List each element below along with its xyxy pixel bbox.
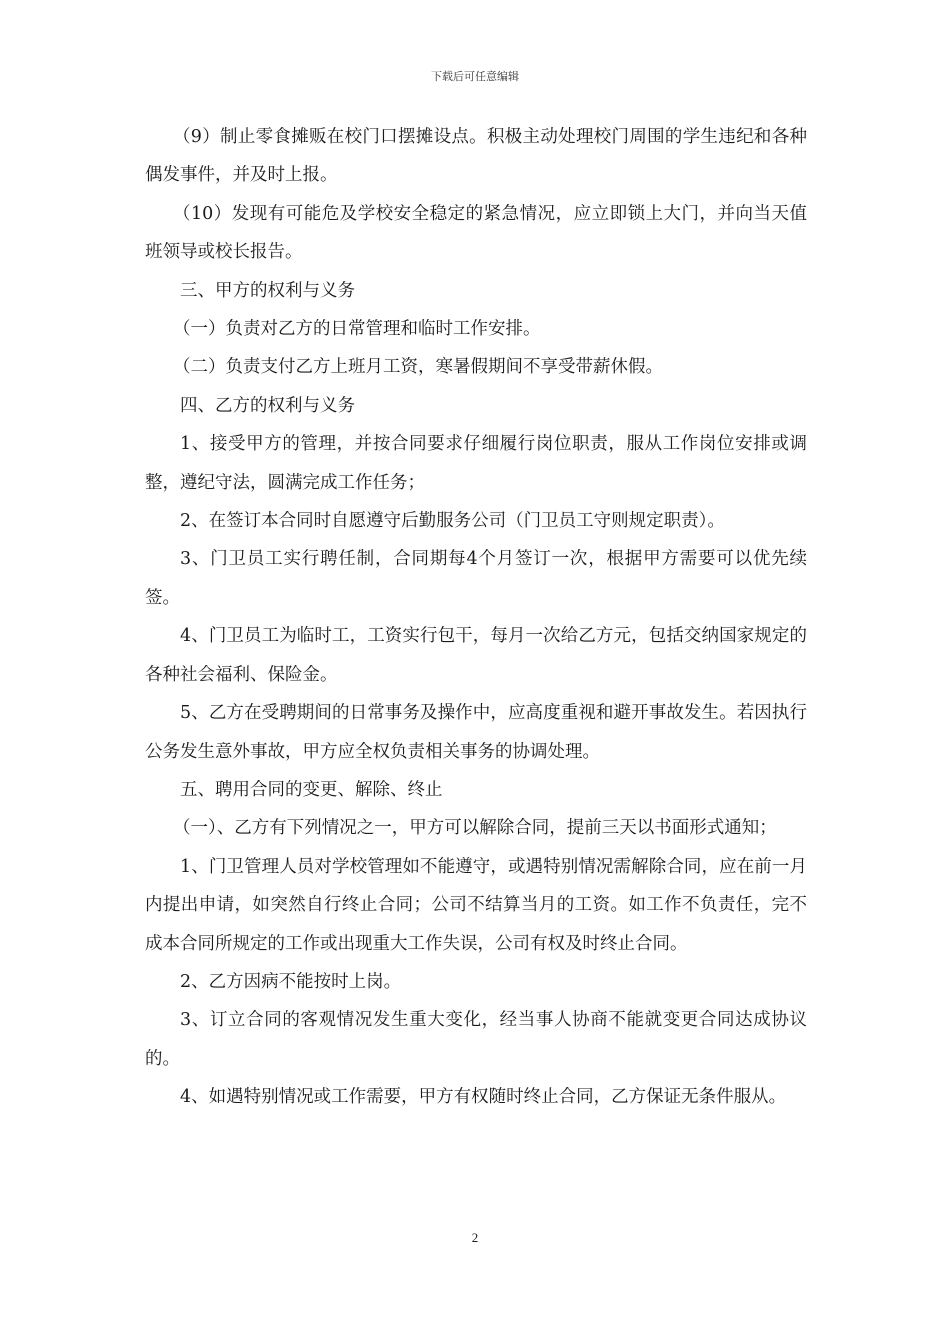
paragraph-party-b-3: 3、门卫员工实行聘任制，合同期每4个月签订一次，根据甲方需要可以优先续签。 (145, 549, 807, 608)
paragraph-item-9: （9）制止零食摊贩在校门口摆摊设点。积极主动处理校门周围的学生违纪和各种偶发事件，并及时上报。 (145, 127, 807, 186)
section-heading-4: 四、乙方的权利与义务 (180, 395, 355, 416)
paragraph-party-b-2: 2、在签订本合同时自愿遵守后勤服务公司（门卫员工守则规定职责）。 (180, 511, 725, 532)
section-heading-3: 三、甲方的权利与义务 (180, 280, 355, 301)
paragraph-party-a-2: （二）负责支付乙方上班月工资，寒暑假期间不享受带薪休假。 (173, 357, 663, 378)
paragraph-party-b-5: 5、乙方在受聘期间的日常事务及操作中，应高度重视和避开事故发生。若因执行公务发生意外事故，甲方应全权负责相关事务的协调处理。 (145, 703, 807, 762)
header-note: 下载后可任意编辑 (431, 70, 519, 83)
paragraph-party-a-1: （一）负责对乙方的日常管理和临时工作安排。 (173, 319, 541, 340)
paragraph-termination-3: 3、订立合同的客观情况发生重大变化，经当事人协商不能就变更合同达成协议的。 (145, 1010, 807, 1069)
page-number: 2 (471, 1230, 479, 1245)
paragraph-termination-1: 1、门卫管理人员对学校管理如不能遵守，或遇特别情况需解除合同，应在前一月内提出申请，如突然自行终止合同；公司不结算当月的工资。如工作不负责任，完不成本合同所规定的工作或出现重大工作失误，公司有权及时终止合同。 (145, 856, 807, 954)
paragraph-item-10: （10）发现有可能危及学校安全稳定的紧急情况，应立即锁上大门，并向当天值班领导或校长报告。 (145, 203, 807, 263)
paragraph-party-b-4: 4、门卫员工为临时工，工资实行包干，每月一次给乙方元，包括交纳国家规定的各种社会福利、保险金。 (145, 626, 807, 685)
section-heading-5: 五、聘用合同的变更、解除、终止 (180, 779, 443, 800)
paragraph-termination-intro: （一）、乙方有下列情况之一，甲方可以解除合同，提前三天以书面形式通知； (173, 818, 777, 839)
paragraph-party-b-1: 1、接受甲方的管理，并按合同要求仔细履行岗位职责，服从工作岗位安排或调整，遵纪守法，圆满完成工作任务； (145, 434, 807, 493)
paragraph-termination-2: 2、乙方因病不能按时上岗。 (180, 971, 402, 992)
paragraph-termination-4: 4、如遇特别情况或工作需要，甲方有权随时终止合同，乙方保证无条件服从。 (180, 1087, 787, 1108)
document-body (145, 118, 807, 1117)
